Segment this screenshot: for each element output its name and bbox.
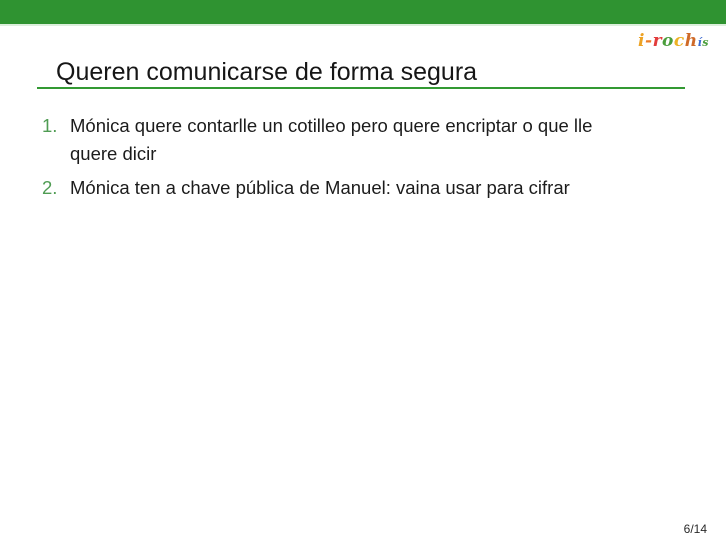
list-item (0, 174, 706, 202)
list-item-text-line: Mónica ten a chave pública de Manuel: vaina usar para cifrar (70, 177, 570, 198)
list-item-number: 2. (42, 177, 58, 198)
list-item (0, 112, 706, 168)
list-item-text (70, 112, 706, 168)
list-item-text (70, 174, 706, 202)
top-green-bar (0, 0, 726, 26)
list-item-number: 1. (42, 115, 58, 136)
school-logo: i-rochís (638, 31, 709, 51)
title-underline (37, 87, 685, 89)
list-item-text-line: quere dicir (70, 143, 157, 164)
slide-body (0, 112, 706, 208)
page-number: 6/14 (683, 522, 707, 536)
slide-title: Queren comunicarse de forma segura (56, 58, 478, 86)
list-item-text-line: Mónica quere contarlle un cotilleo pero quere encriptar o que lle (70, 115, 593, 136)
